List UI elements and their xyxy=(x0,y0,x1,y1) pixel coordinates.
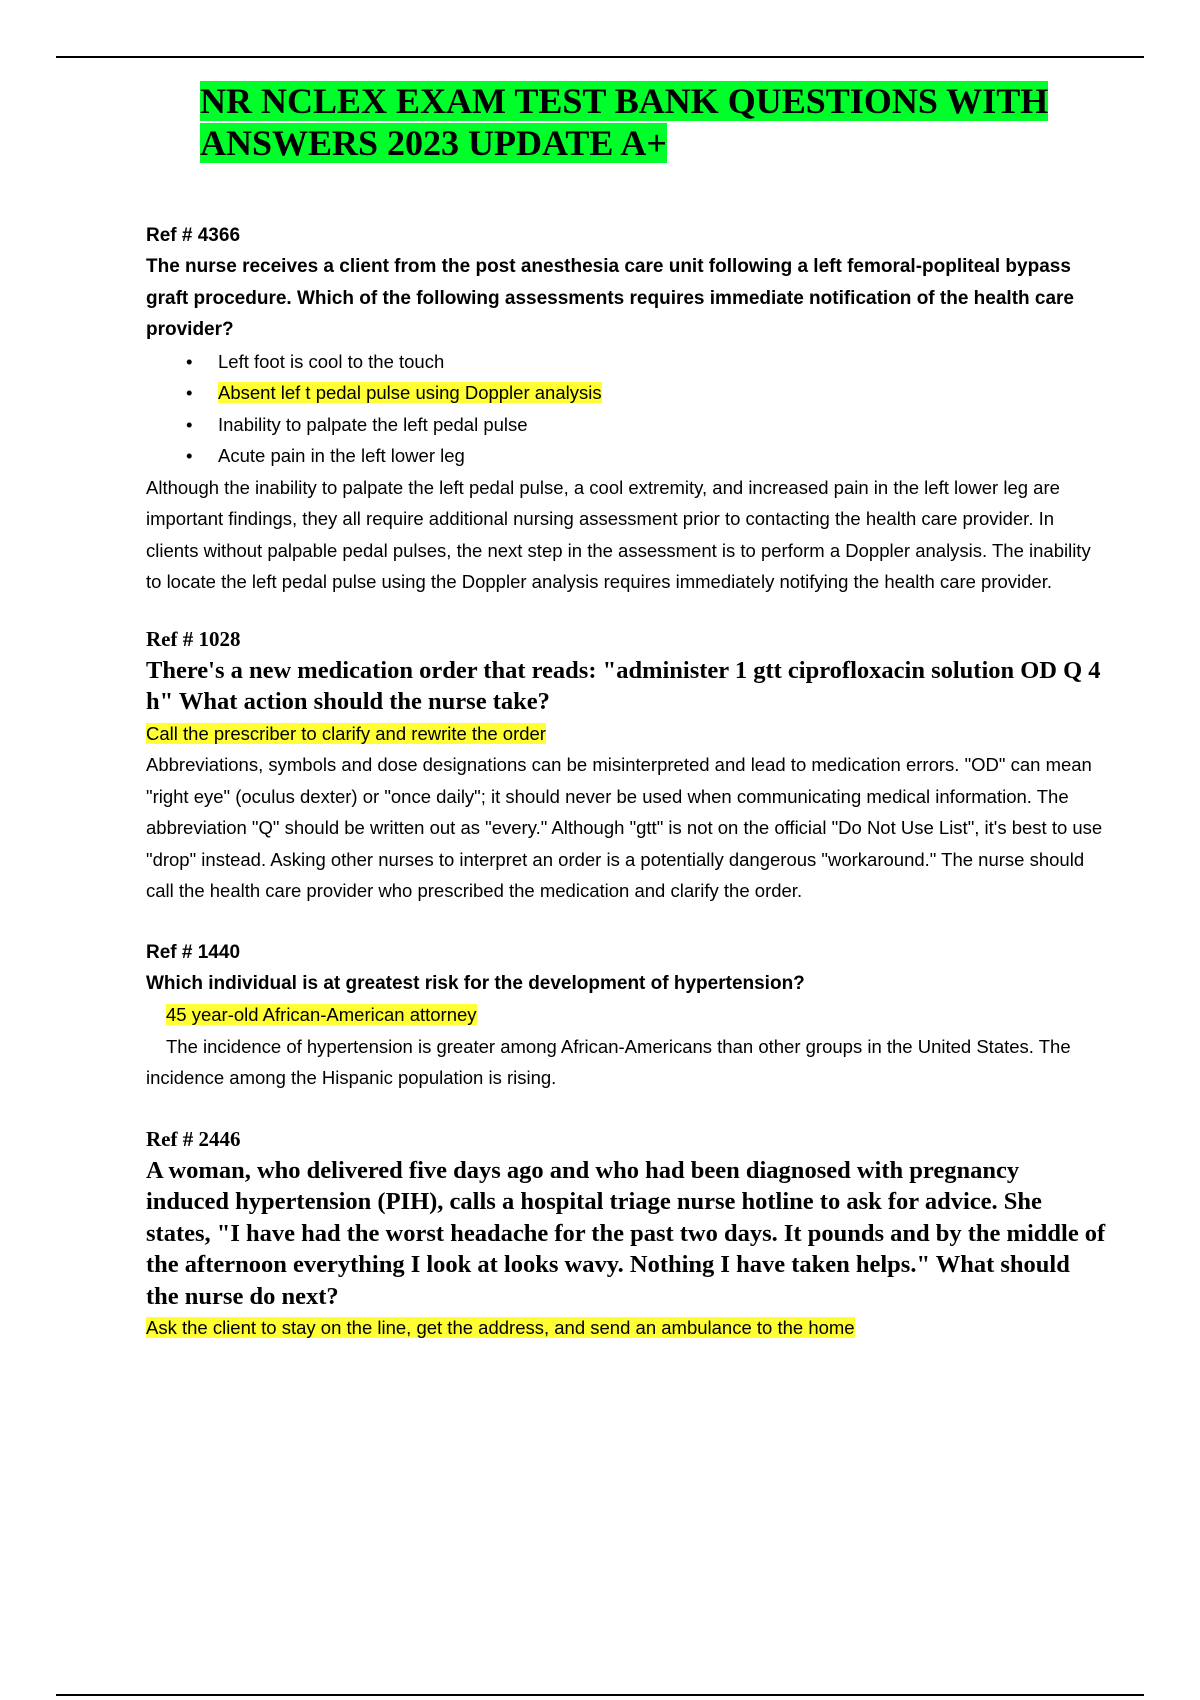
question-text: The nurse receives a client from the post anesthesia care unit following a left femoral-popliteal bypass graft procedure. Which of the following assessments requires immediate notification of the health care provider? xyxy=(146,256,1075,340)
document-title xyxy=(200,80,1100,164)
question-ref: Ref # 1440 xyxy=(146,941,241,963)
option-text: Inability to palpate the left pedal pulse xyxy=(218,413,528,435)
bullet-icon: • xyxy=(186,382,193,403)
option-text: Left foot is cool to the touch xyxy=(218,350,445,372)
bullet-icon: • xyxy=(186,413,193,435)
answer-option xyxy=(146,346,1106,378)
rationale-text: Although the inability to palpate the left pedal pulse, a cool extremity, and increased pain in the left lower leg are important findings, they all require additional nursing assessment prior to contacting the health care provider. In clients without palpable pedal pulses, the next step in the assessment is to perform a Doppler analysis. The inability to locate the left pedal pulse using the Doppler analysis requires immediately notifying the health care provider. xyxy=(146,476,1091,592)
question-ref: Ref # 4366 xyxy=(146,225,241,246)
correct-answer xyxy=(146,718,1106,750)
question-text: There's a new medication order that reads: "administer 1 gtt ciprofloxacin solution OD Q 4 h" What action should the nurse take? xyxy=(146,656,1101,715)
correct-answer-text: 45 year-old African-American attorney xyxy=(166,1004,477,1025)
bottom-rule xyxy=(56,1694,1144,1696)
document-title-text: NR NCLEX EXAM TEST BANK QUESTIONS WITH ANSWERS 2023 UPDATE A+ xyxy=(200,81,1049,163)
option-text-highlighted: Absent lef t pedal pulse using Doppler analysis xyxy=(218,382,602,403)
question-block-1028 xyxy=(146,624,1106,907)
answer-option xyxy=(146,409,1106,441)
question-text: Which individual is at greatest risk for the development of hypertension? xyxy=(146,972,805,994)
question-text: A woman, who delivered five days ago and who had been diagnosed with pregnancy induced hypertension (PIH), calls a hospital triage nurse hotline to ask for advice. She states, "I have had the worst headache for the past two days. It pounds and by the middle of the afternoon everything I look at looks wavy. Nothing I have taken helps." What should the nurse do next? xyxy=(146,1156,1106,1310)
top-rule xyxy=(56,56,1144,58)
correct-answer-text: Ask the client to stay on the line, get the address, and send an ambulance to the home xyxy=(146,1317,855,1338)
question-ref: Ref # 1028 xyxy=(146,626,241,651)
question-ref: Ref # 2446 xyxy=(146,1126,241,1151)
bullet-icon: • xyxy=(186,350,193,372)
rationale-text: The incidence of hypertension is greater among African-Americans than other groups in the United States. The incidence among the Hispanic population is rising. xyxy=(146,1035,1071,1088)
answer-option xyxy=(146,440,1106,472)
correct-answer xyxy=(146,1312,1106,1344)
question-block-2446 xyxy=(146,1124,1106,1344)
correct-answer-text: Call the prescriber to clarify and rewrite the order xyxy=(146,722,546,744)
bullet-icon: • xyxy=(186,445,193,466)
answer-options xyxy=(146,346,1106,472)
answer-option-correct xyxy=(146,377,1106,409)
question-list xyxy=(146,220,1106,1344)
rationale-text: Abbreviations, symbols and dose designations can be misinterpreted and lead to medication errors. "OD" can mean "right eye" (oculus dexter) or "once daily"; it should never be used when communicating medical information. The abbreviation "Q" should be written out as "every." Although "gtt" is not on the official "Do Not Use List", it's best to use "drop" instead. Asking other nurses to interpret an order is a potentially dangerous "workaround." The nurse should call the health care provider who prescribed the medication and clarify the order. xyxy=(146,754,1103,901)
correct-answer xyxy=(146,999,1106,1031)
option-text: Acute pain in the left lower leg xyxy=(218,445,465,466)
question-block-1440 xyxy=(146,937,1106,1094)
question-block-4366 xyxy=(146,220,1106,598)
